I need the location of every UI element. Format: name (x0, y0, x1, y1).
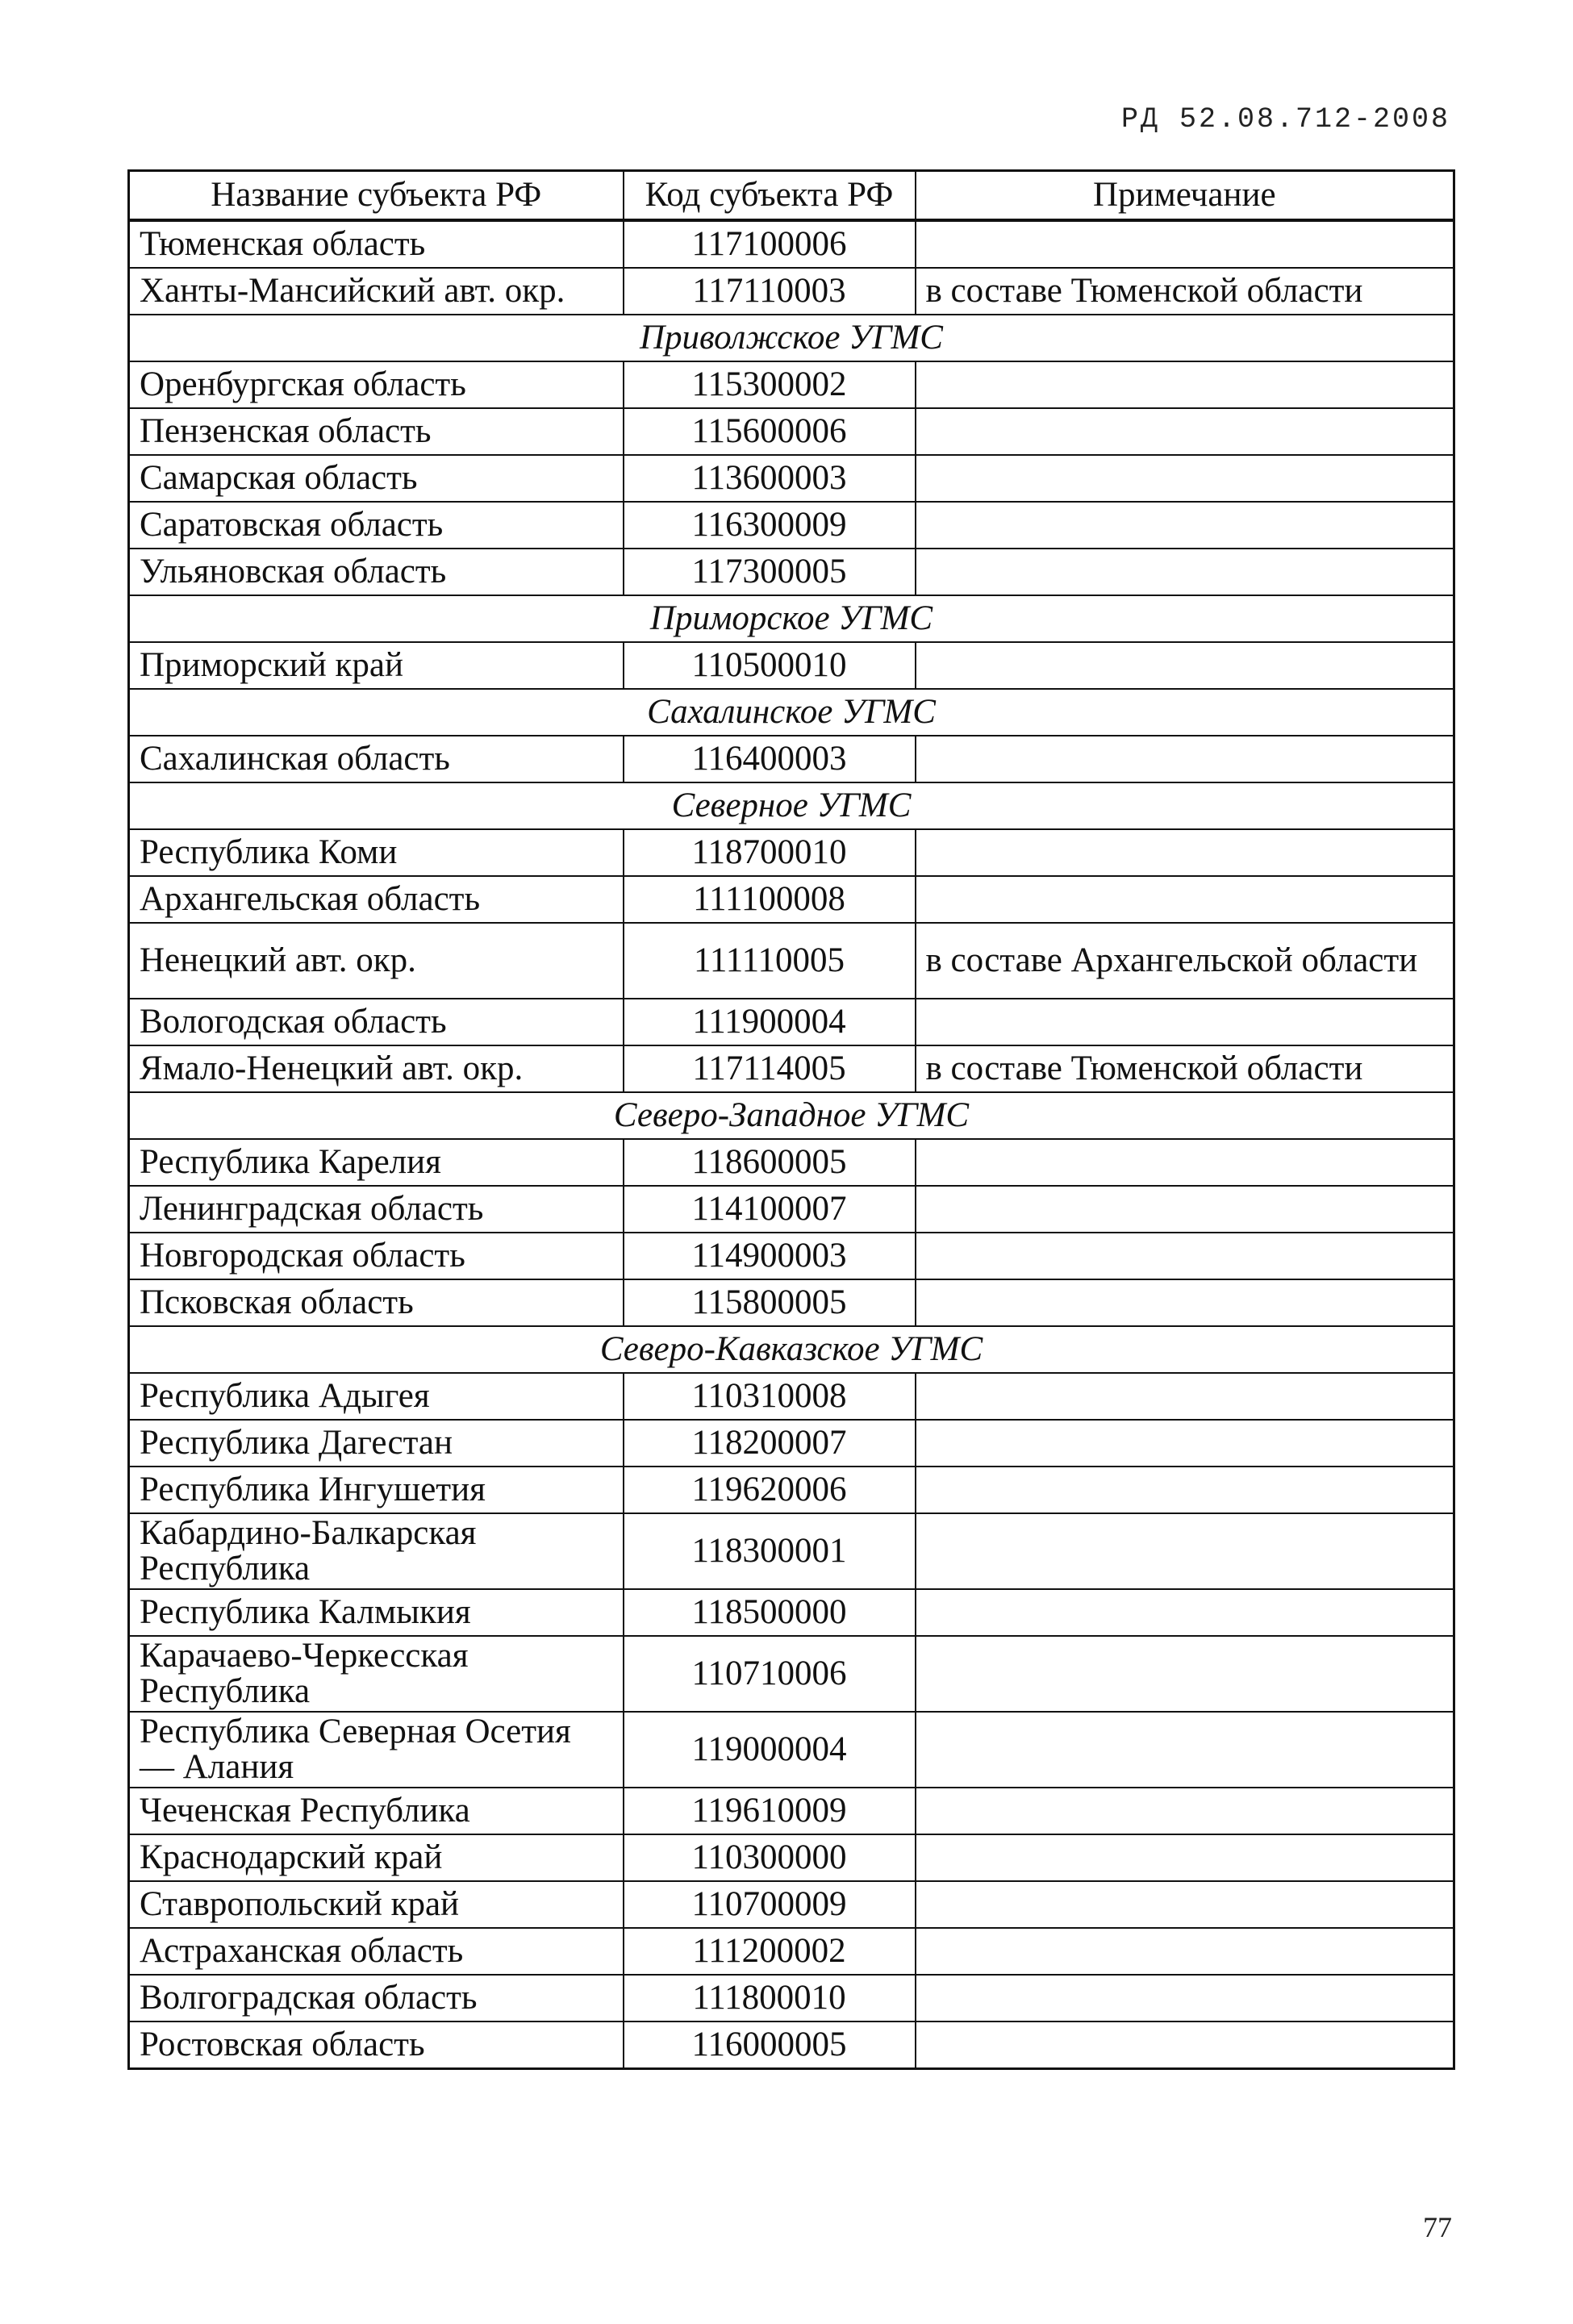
note-cell (916, 2022, 1454, 2069)
column-header-code: Код субъекта РФ (624, 171, 916, 221)
subject-name-cell: Кабардино-Балкарская Республика (129, 1513, 624, 1589)
subject-name-cell: Новгородская область (129, 1233, 624, 1279)
subject-name-cell: Волгоградская область (129, 1975, 624, 2022)
table-row (129, 1788, 1454, 1834)
note-cell (916, 1279, 1454, 1326)
subject-name-cell: Приморский край (129, 642, 624, 689)
subject-code-cell: 110710006 (624, 1636, 916, 1712)
table-row (129, 1279, 1454, 1326)
subject-code-cell: 116300009 (624, 502, 916, 549)
note-cell (916, 1881, 1454, 1928)
note-cell (916, 1467, 1454, 1513)
note-cell (916, 361, 1454, 408)
table-row (129, 736, 1454, 782)
note-cell (916, 999, 1454, 1045)
subject-code-cell: 111200002 (624, 1928, 916, 1975)
table-body (129, 220, 1454, 2069)
note-cell (916, 1373, 1454, 1420)
subject-code-cell: 117110003 (624, 268, 916, 315)
subject-code-cell: 119620006 (624, 1467, 916, 1513)
note-cell (916, 220, 1454, 268)
subject-name-cell: Сахалинская область (129, 736, 624, 782)
subject-code-cell: 117300005 (624, 549, 916, 595)
note-cell (916, 1928, 1454, 1975)
subject-name-cell: Республика Ингушетия (129, 1467, 624, 1513)
note-cell (916, 1636, 1454, 1712)
subject-code-cell: 116400003 (624, 736, 916, 782)
note-cell (916, 502, 1454, 549)
subject-code-cell: 111800010 (624, 1975, 916, 2022)
note-cell (916, 829, 1454, 876)
subject-code-cell: 118200007 (624, 1420, 916, 1467)
subject-name-cell: Оренбургская область (129, 361, 624, 408)
column-header-note: Примечание (916, 171, 1454, 221)
table-row (129, 220, 1454, 268)
subject-name-cell: Самарская область (129, 455, 624, 502)
subject-code-cell: 113600003 (624, 455, 916, 502)
note-cell (916, 1186, 1454, 1233)
subject-code-cell: 116000005 (624, 2022, 916, 2069)
note-cell (916, 736, 1454, 782)
subject-code-cell: 119610009 (624, 1788, 916, 1834)
table-row (129, 1513, 1454, 1589)
subject-name-cell: Ростовская область (129, 2022, 624, 2069)
note-cell (916, 1233, 1454, 1279)
table-row (129, 2022, 1454, 2069)
table-header-row (129, 171, 1454, 221)
subject-name-cell: Пензенская область (129, 408, 624, 455)
region-title: Приморское УГМС (129, 595, 1454, 642)
table-row (129, 1881, 1454, 1928)
subject-name-cell: Республика Адыгея (129, 1373, 624, 1420)
table-row (129, 1834, 1454, 1881)
table-row (129, 268, 1454, 315)
note-cell (916, 876, 1454, 923)
subject-name-cell: Республика Карелия (129, 1139, 624, 1186)
subject-name-cell: Тюменская область (129, 220, 624, 268)
note-cell (916, 455, 1454, 502)
region-row (129, 315, 1454, 361)
subject-name-cell: Карачаево-Черкесская Республика (129, 1636, 624, 1712)
table-row (129, 1928, 1454, 1975)
note-cell (916, 1420, 1454, 1467)
subject-name-cell: Республика Калмыкия (129, 1589, 624, 1636)
subject-name-cell: Ямало-Ненецкий авт. окр. (129, 1045, 624, 1092)
document-code: РД 52.08.712-2008 (1120, 103, 1450, 136)
region-title: Приволжское УГМС (129, 315, 1454, 361)
note-cell (916, 1975, 1454, 2022)
region-row (129, 595, 1454, 642)
subject-code-cell: 110700009 (624, 1881, 916, 1928)
subject-name-cell: Республика Северная Осетия — Алания (129, 1712, 624, 1788)
note-cell (916, 549, 1454, 595)
table-row (129, 1467, 1454, 1513)
subject-name-cell: Ленинградская область (129, 1186, 624, 1233)
subject-name-cell: Архангельская область (129, 876, 624, 923)
table-row (129, 829, 1454, 876)
subjects-table (127, 169, 1455, 2070)
subject-name-cell: Ульяновская область (129, 549, 624, 595)
page-number: 77 (1423, 2211, 1452, 2243)
table-row (129, 1139, 1454, 1186)
table-row (129, 1373, 1454, 1420)
table-row (129, 549, 1454, 595)
note-cell (916, 642, 1454, 689)
table-row (129, 1233, 1454, 1279)
subject-code-cell: 111900004 (624, 999, 916, 1045)
table-row (129, 1589, 1454, 1636)
note-cell (916, 1788, 1454, 1834)
table-row (129, 502, 1454, 549)
region-title: Северо-Кавказское УГМС (129, 1326, 1454, 1373)
table-row (129, 408, 1454, 455)
subject-name-cell: Чеченская Республика (129, 1788, 624, 1834)
subject-code-cell: 111100008 (624, 876, 916, 923)
region-title: Сахалинское УГМС (129, 689, 1454, 736)
subject-code-cell: 118500000 (624, 1589, 916, 1636)
table-row (129, 1045, 1454, 1092)
subject-code-cell: 118700010 (624, 829, 916, 876)
table-row (129, 1186, 1454, 1233)
table-row (129, 642, 1454, 689)
region-title: Северное УГМС (129, 782, 1454, 829)
table-row (129, 1975, 1454, 2022)
note-cell (916, 1834, 1454, 1881)
subject-code-cell: 115300002 (624, 361, 916, 408)
subject-name-cell: Ненецкий авт. окр. (129, 923, 624, 999)
note-cell: в составе Тюменской области (916, 1045, 1454, 1092)
table-row (129, 1712, 1454, 1788)
subject-code-cell: 118600005 (624, 1139, 916, 1186)
table-row (129, 999, 1454, 1045)
subject-name-cell: Ханты-Мансийский авт. окр. (129, 268, 624, 315)
table-row (129, 361, 1454, 408)
column-header-name: Название субъекта РФ (129, 171, 624, 221)
region-row (129, 782, 1454, 829)
table-row (129, 1420, 1454, 1467)
subject-code-cell: 117100006 (624, 220, 916, 268)
note-cell (916, 408, 1454, 455)
note-cell (916, 1513, 1454, 1589)
subject-code-cell: 110310008 (624, 1373, 916, 1420)
subject-name-cell: Вологодская область (129, 999, 624, 1045)
subject-code-cell: 118300001 (624, 1513, 916, 1589)
region-title: Северо-Западное УГМС (129, 1092, 1454, 1139)
subject-code-cell: 114100007 (624, 1186, 916, 1233)
note-cell: в составе Тюменской области (916, 268, 1454, 315)
subject-name-cell: Псковская область (129, 1279, 624, 1326)
subject-code-cell: 115800005 (624, 1279, 916, 1326)
note-cell (916, 1139, 1454, 1186)
table-row (129, 876, 1454, 923)
note-cell (916, 1712, 1454, 1788)
subject-code-cell: 114900003 (624, 1233, 916, 1279)
subject-name-cell: Краснодарский край (129, 1834, 624, 1881)
region-row (129, 689, 1454, 736)
subject-name-cell: Республика Дагестан (129, 1420, 624, 1467)
subject-code-cell: 119000004 (624, 1712, 916, 1788)
subject-code-cell: 110300000 (624, 1834, 916, 1881)
subject-name-cell: Астраханская область (129, 1928, 624, 1975)
table-row (129, 923, 1454, 999)
note-cell: в составе Архангельской области (916, 923, 1454, 999)
subject-name-cell: Республика Коми (129, 829, 624, 876)
table-row (129, 455, 1454, 502)
region-row (129, 1092, 1454, 1139)
subject-code-cell: 115600006 (624, 408, 916, 455)
table-row (129, 1636, 1454, 1712)
subject-code-cell: 111110005 (624, 923, 916, 999)
note-cell (916, 1589, 1454, 1636)
region-row (129, 1326, 1454, 1373)
subject-code-cell: 117114005 (624, 1045, 916, 1092)
subject-name-cell: Саратовская область (129, 502, 624, 549)
subject-code-cell: 110500010 (624, 642, 916, 689)
subject-name-cell: Ставропольский край (129, 1881, 624, 1928)
